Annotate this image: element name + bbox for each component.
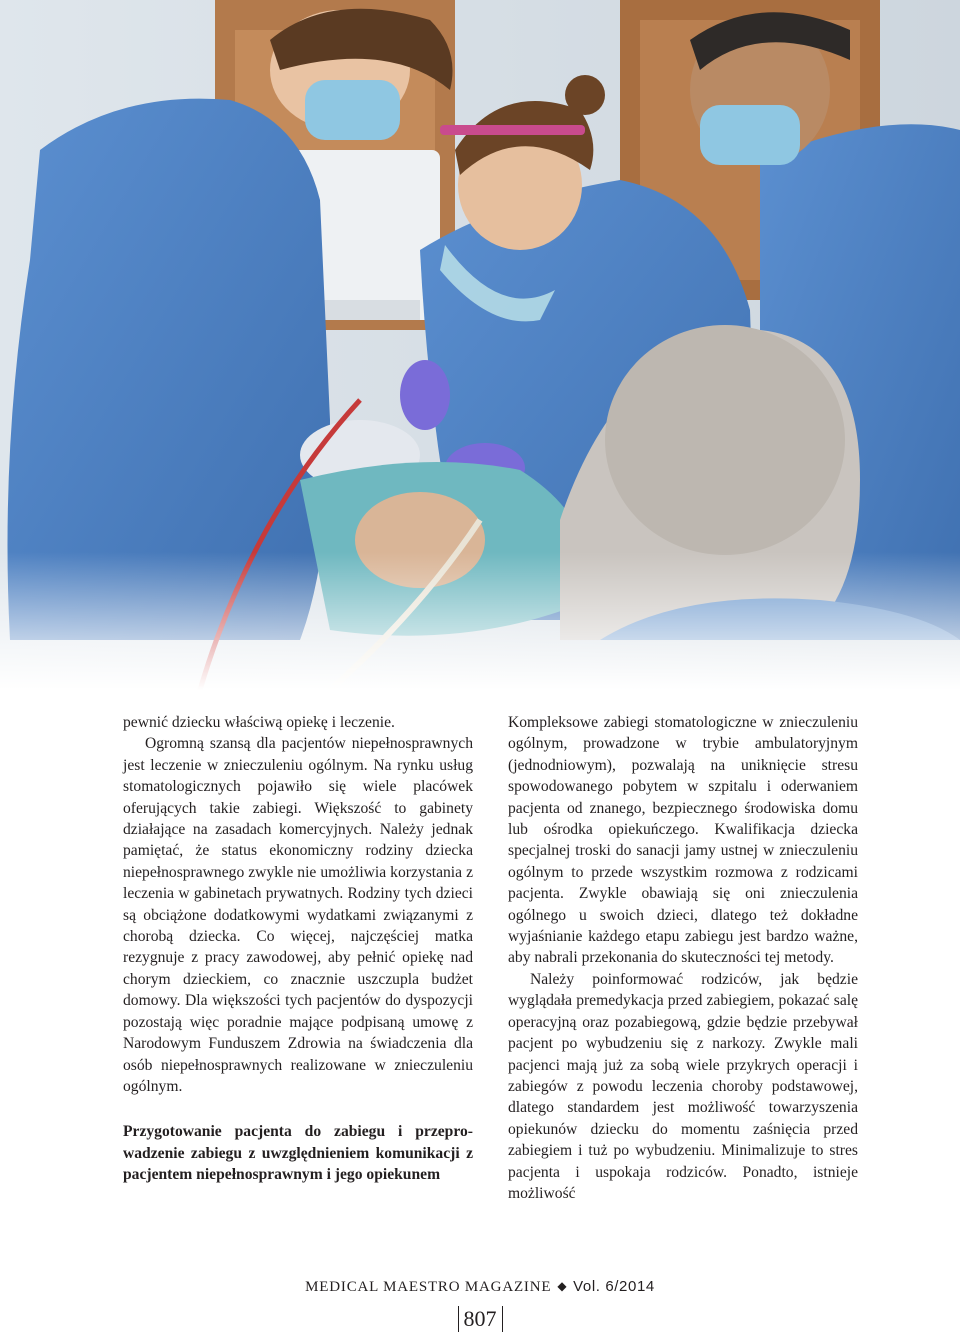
left-column xyxy=(123,712,473,1186)
right-column xyxy=(508,712,858,1204)
left-paragraph-1: pewnić dziecku właściwą opiekę i leczenie. xyxy=(123,714,395,731)
right-paragraph-2: Należy poinformować rodziców, jak będzie wyglądała premedykacja przed zabiegiem, pokazać salę operacyjną oraz pozabiegową, gdzie będzie przebywał pacjent po wybudzeniu się z narkozy. Zwykle mali pacjenci mają już za sobą wiele przykrych operacji i zabiegów z powodu leczenia choroby podstawowej, dlatego standardem jest możliwość towarzyszenia opiekunów dziecku do momentu zaśnięcia przed zabiegiem i tuż po wybudzeniu. Minimalizuje to stres pacjenta i uspokaja rodziców. Ponadto, istnieje możliwość xyxy=(508,970,858,1202)
section-heading: Przygotowanie pacjenta do zabiegu i przeprowadzenie zabiegu z uwzględnieniem komunikacji z pacjentem niepełnosprawnym i jego opiekunem xyxy=(123,1123,473,1184)
right-paragraph-1: Kompleksowe zabiegi stomatologiczne w znieczuleniu ogólnym, prowadzone w trybie ambulatoryjnym (jednodniowym), pozwalają na uniknięcie stresu spowodowanego pobytem w szpitalu i oderwaniem pacjenta od znanego, bezpiecznego środowiska domu lub ośrodka opiekuńczego. Kwalifikacja dziecka specjalnej troski do sanacji jamy ustnej w znieczuleniu ogólnym to przede wszystkim rozmowa z rodzicami pacjenta. Zwykle obawiają się oni znieczulenia ogólnego u swoich dzieci, dlatego też dokładne wyjaśnianie każdego etapu zabiegu jest bardzo ważne, aby nabrali przekonania do skuteczności tej metody. xyxy=(508,714,858,967)
page-number-block xyxy=(0,1306,960,1332)
volume-label: Vol. 6/2014 xyxy=(573,1278,655,1295)
page-number: 807 xyxy=(458,1306,503,1332)
left-paragraph-2: Ogromną szansą dla pacjentów niepełnosprawnych jest leczenie w znieczuleniu ogólnym. Na rynku usług stomatologicznych pojawiło się wiele placówek oferujących takie zabiegi. Większość to gabinety działające na zasadach komercyjnych. Należy jednak pamiętać, że status ekonomiczny rodziny dziecka niepełnosprawnego zwykle nie umożliwia korzystania z leczenia w gabinetach prywatnych. Rodziny tych dzieci są obciążone dodatkowymi wydatkami związanymi z chorobą dziecka. Co więcej, najczęściej matka rezygnuje z pracy zawodowej, aby pełnić opiekę nad chorym dzieckiem, co znacznie uszczupla budżet domowy. Dla większości tych pacjentów do dyspozycji pozostają więc poradnie mające podpisaną umowę z Narodowym Funduszem Zdrowia na świadczenia dla osób niepełnosprawnych realizowane w znieczuleniu ogólnym. xyxy=(123,735,473,1095)
diamond-separator-icon: ◆ xyxy=(557,1279,568,1293)
footer xyxy=(0,1278,960,1296)
magazine-name: MEDICAL MAESTRO MAGAZINE xyxy=(305,1279,552,1295)
